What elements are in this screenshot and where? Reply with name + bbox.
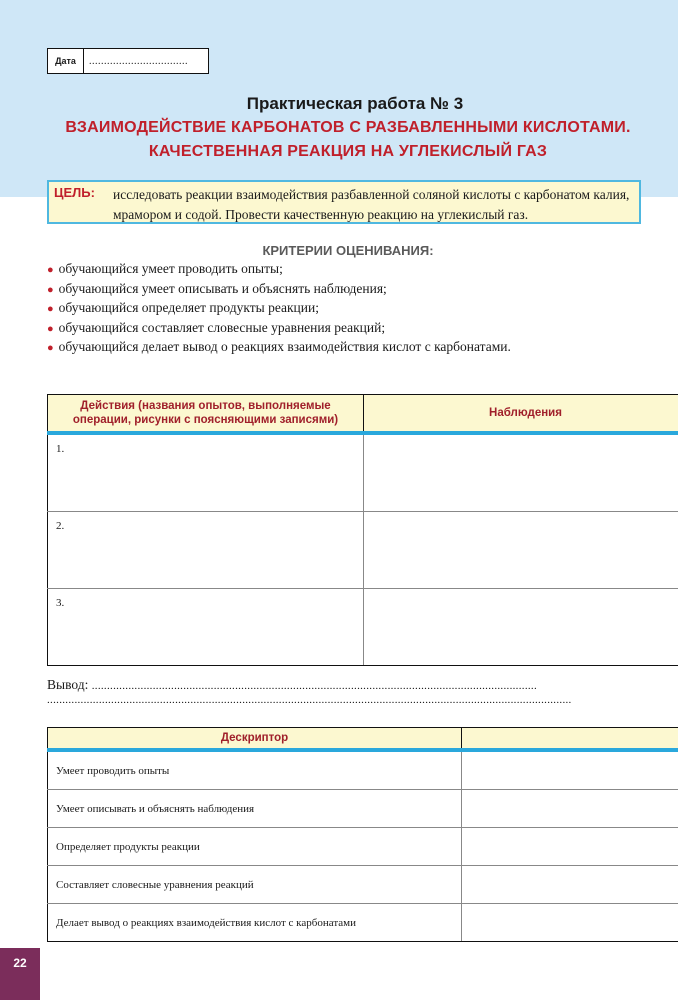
- score-cell[interactable]: [462, 828, 678, 866]
- table-row: [48, 904, 678, 942]
- bullet-icon: ●: [47, 303, 54, 315]
- table-row: [48, 790, 678, 828]
- criteria-list: [47, 260, 511, 358]
- conclusion-label: Вывод:: [47, 677, 89, 692]
- criteria-item: ● обучающийся делает вывод о реакциях взаимодействия кислот с карбонатами.: [47, 339, 511, 354]
- date-field[interactable]: [47, 48, 209, 74]
- bullet-icon: ●: [47, 264, 54, 276]
- descriptor-cell: Умеет описывать и объяснять наблюдения: [48, 790, 462, 828]
- action-cell[interactable]: 2.: [48, 512, 364, 589]
- criteria-item: ● обучающийся определяет продукты реакции;: [47, 300, 319, 315]
- actions-observations-table: [47, 394, 678, 666]
- score-cell[interactable]: [462, 750, 678, 790]
- table-row: [48, 750, 678, 790]
- criteria-heading: КРИТЕРИИ ОЦЕНИВАНИЯ:: [262, 243, 434, 258]
- goal-label: ЦЕЛЬ:: [54, 185, 95, 200]
- date-blank[interactable]: .................................: [89, 55, 188, 67]
- conclusion-blank[interactable]: ..................................................................................................................................................: [91, 680, 538, 692]
- table-row: [48, 866, 678, 904]
- page-number: 22: [0, 948, 40, 1000]
- subtitle-line-2: КАЧЕСТВЕННАЯ РЕАКЦИЯ НА УГЛЕКИСЛЫЙ ГАЗ: [148, 143, 548, 160]
- score-cell[interactable]: [462, 866, 678, 904]
- date-label: Дата: [48, 49, 84, 73]
- descriptor-cell: Определяет продукты реакции: [48, 828, 462, 866]
- descriptor-column-header: Дескриптор: [48, 728, 462, 751]
- criteria-item: ● обучающийся умеет описывать и объяснять наблюдения;: [47, 280, 387, 296]
- bullet-icon: ●: [47, 342, 54, 354]
- observation-cell[interactable]: [364, 512, 678, 589]
- observation-cell[interactable]: [364, 589, 678, 666]
- conclusion-line[interactable]: [47, 677, 678, 693]
- table-row: [48, 433, 678, 512]
- descriptor-table: [47, 727, 678, 942]
- goal-box: [47, 180, 641, 224]
- criteria-item: ● обучающийся составляет словесные уравнения реакций;: [47, 319, 386, 335]
- conclusion-blank-2[interactable]: ............................................................................................................................................................................: [47, 694, 572, 706]
- table-row: [48, 828, 678, 866]
- action-cell[interactable]: 1.: [48, 433, 364, 512]
- score-column-header: [462, 728, 678, 751]
- criteria-item: ● обучающийся умеет проводить опыты;: [47, 261, 283, 276]
- observation-cell[interactable]: [364, 433, 678, 512]
- score-cell[interactable]: [462, 904, 678, 942]
- descriptor-cell: Делает вывод о реакциях взаимодействия кислот с карбонатами: [48, 904, 462, 942]
- actions-column-header: Действия (названия опытов, выполняемые операции, рисунки с поясняющими записями): [48, 395, 364, 434]
- table-row: [48, 589, 678, 666]
- descriptor-cell: Составляет словесные уравнения реакций: [48, 866, 462, 904]
- score-cell[interactable]: [462, 790, 678, 828]
- action-cell[interactable]: 3.: [48, 589, 364, 666]
- bullet-icon: ●: [47, 283, 54, 296]
- table-row: [48, 512, 678, 589]
- observations-column-header: Наблюдения: [364, 395, 678, 434]
- bullet-icon: ●: [47, 322, 54, 335]
- descriptor-cell: Умеет проводить опыты: [48, 750, 462, 790]
- subtitle-line-1: ВЗАИМОДЕЙСТВИЕ КАРБОНАТОВ С РАЗБАВЛЕННЫМИ КИСЛОТАМИ.: [65, 119, 631, 136]
- page-title: Практическая работа № 3: [246, 94, 464, 113]
- goal-text: исследовать реакции взаимодействия разбавленной соляной кислоты с карбонатом калия, мрамором и содой. Провести качественную реакцию на углекислый газ.: [113, 187, 630, 222]
